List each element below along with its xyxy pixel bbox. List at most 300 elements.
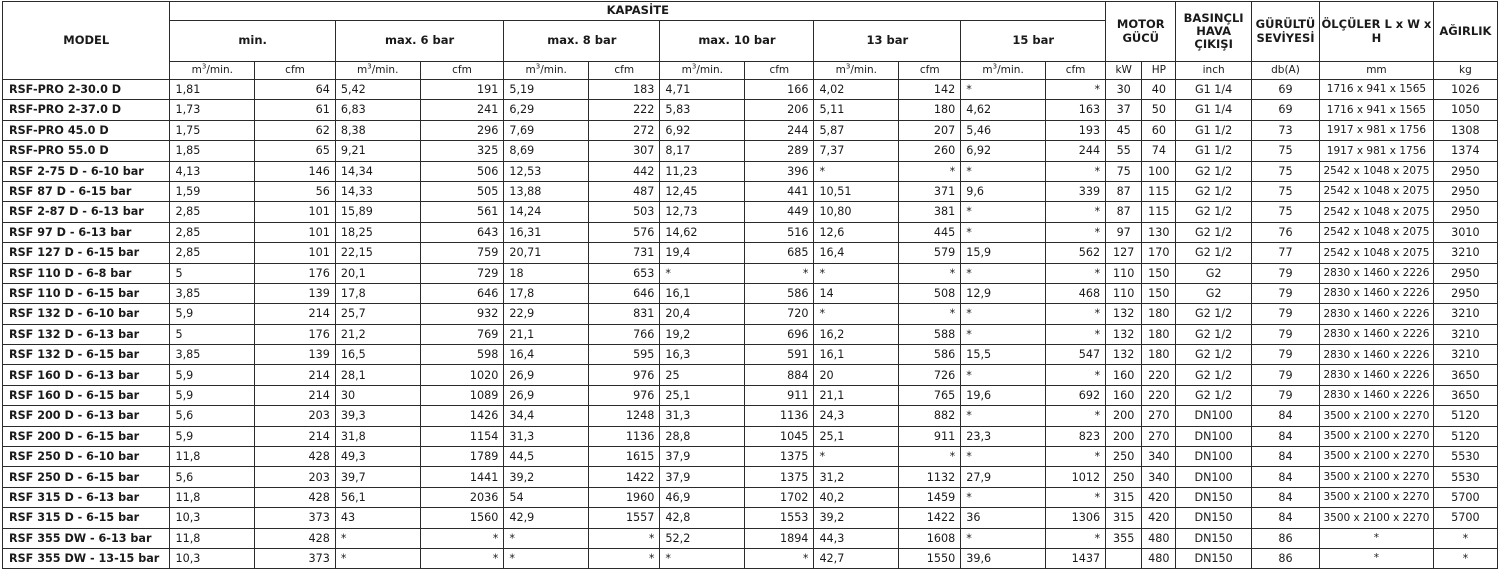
- cell-weight: 5530: [1433, 447, 1497, 467]
- cell-noise-level: 84: [1251, 426, 1319, 446]
- cell-min-m3: 5,9: [170, 385, 255, 405]
- cell-15bar-cfm: *: [1045, 324, 1105, 344]
- header-model: MODEL: [3, 2, 170, 80]
- cell-10bar-m3: 12,45: [660, 181, 745, 201]
- cell-13bar-m3: 42,7: [814, 548, 899, 568]
- cell-10bar-m3: 8,17: [660, 141, 745, 161]
- cell-15bar-cfm: 692: [1045, 385, 1105, 405]
- cell-air-outlet: DN100: [1176, 467, 1251, 487]
- cell-motor-hp: 420: [1142, 487, 1176, 507]
- cell-noise-level: 73: [1251, 120, 1319, 140]
- cell-dimensions: 2830 x 1460 x 2226: [1320, 345, 1434, 365]
- cell-13bar-m3: *: [814, 263, 899, 283]
- cell-6bar-cfm: 1441: [420, 467, 504, 487]
- cell-8bar-cfm: 1557: [589, 508, 660, 528]
- cell-min-m3: 5,9: [170, 426, 255, 446]
- cell-10bar-m3: 11,23: [660, 161, 745, 181]
- cell-model: RSF 110 D - 6-8 bar: [3, 263, 170, 283]
- cell-motor-hp: 74: [1142, 141, 1176, 161]
- cell-8bar-cfm: 1960: [589, 487, 660, 507]
- cell-motor-kw: 110: [1106, 263, 1142, 283]
- cell-weight: 1050: [1433, 100, 1497, 120]
- unit-hp: HP: [1142, 62, 1176, 80]
- cell-6bar-cfm: 2036: [420, 487, 504, 507]
- cell-6bar-m3: *: [335, 548, 420, 568]
- cell-13bar-cfm: 1459: [899, 487, 961, 507]
- cell-air-outlet: G2 1/2: [1176, 222, 1251, 242]
- cell-13bar-cfm: 765: [899, 385, 961, 405]
- cell-noise-level: 84: [1251, 487, 1319, 507]
- cell-6bar-cfm: 241: [420, 100, 504, 120]
- cell-noise-level: 75: [1251, 202, 1319, 222]
- header-gurultu: GÜRÜLTÜ SEVİYESİ: [1251, 2, 1319, 62]
- cell-air-outlet: G1 1/4: [1176, 80, 1251, 100]
- cell-6bar-cfm: 296: [420, 120, 504, 140]
- cell-8bar-cfm: 646: [589, 283, 660, 303]
- cell-15bar-cfm: 339: [1045, 181, 1105, 201]
- cell-15bar-cfm: 1306: [1045, 508, 1105, 528]
- cell-min-cfm: 101: [255, 202, 336, 222]
- cell-13bar-cfm: 371: [899, 181, 961, 201]
- cell-noise-level: 84: [1251, 508, 1319, 528]
- cell-13bar-m3: 12,6: [814, 222, 899, 242]
- cell-motor-kw: 250: [1106, 447, 1142, 467]
- cell-13bar-cfm: *: [899, 447, 961, 467]
- cell-15bar-m3: 5,46: [961, 120, 1046, 140]
- cell-motor-kw: 250: [1106, 467, 1142, 487]
- cell-min-m3: 11,8: [170, 528, 255, 548]
- cell-15bar-cfm: 1012: [1045, 467, 1105, 487]
- cell-6bar-cfm: 643: [420, 222, 504, 242]
- cell-13bar-cfm: 726: [899, 365, 961, 385]
- cell-air-outlet: G2 1/2: [1176, 202, 1251, 222]
- cell-min-cfm: 428: [255, 447, 336, 467]
- cell-weight: 3210: [1433, 243, 1497, 263]
- cell-model: RSF 250 D - 6-10 bar: [3, 447, 170, 467]
- cell-air-outlet: G2 1/2: [1176, 345, 1251, 365]
- cell-motor-hp: 220: [1142, 385, 1176, 405]
- cell-air-outlet: G2: [1176, 263, 1251, 283]
- cell-6bar-m3: 25,7: [335, 304, 420, 324]
- cell-min-cfm: 101: [255, 222, 336, 242]
- cell-13bar-cfm: 1132: [899, 467, 961, 487]
- cell-weight: 3650: [1433, 365, 1497, 385]
- cell-13bar-cfm: 142: [899, 80, 961, 100]
- cell-10bar-cfm: *: [745, 548, 814, 568]
- cell-motor-kw: 200: [1106, 426, 1142, 446]
- cell-noise-level: 77: [1251, 243, 1319, 263]
- cell-motor-kw: 160: [1106, 385, 1142, 405]
- cell-motor-kw: 127: [1106, 243, 1142, 263]
- cell-weight: 3210: [1433, 345, 1497, 365]
- cell-10bar-cfm: *: [745, 263, 814, 283]
- cell-8bar-m3: 5,19: [504, 80, 589, 100]
- cell-15bar-m3: *: [961, 263, 1046, 283]
- cell-13bar-cfm: 180: [899, 100, 961, 120]
- cell-13bar-cfm: 911: [899, 426, 961, 446]
- table-row: [3, 385, 1498, 405]
- cell-6bar-cfm: 561: [420, 202, 504, 222]
- cell-air-outlet: G2 1/2: [1176, 385, 1251, 405]
- cell-8bar-cfm: 653: [589, 263, 660, 283]
- cell-min-cfm: 176: [255, 324, 336, 344]
- cell-noise-level: 86: [1251, 548, 1319, 568]
- cell-13bar-m3: 7,37: [814, 141, 899, 161]
- cell-noise-level: 75: [1251, 161, 1319, 181]
- table-row: [3, 202, 1498, 222]
- cell-6bar-cfm: 1154: [420, 426, 504, 446]
- cell-noise-level: 84: [1251, 467, 1319, 487]
- cell-air-outlet: DN100: [1176, 426, 1251, 446]
- cell-15bar-cfm: *: [1045, 202, 1105, 222]
- cell-15bar-cfm: *: [1045, 80, 1105, 100]
- cell-min-cfm: 139: [255, 345, 336, 365]
- cell-13bar-cfm: 207: [899, 120, 961, 140]
- cell-13bar-m3: 24,3: [814, 406, 899, 426]
- cell-motor-hp: 480: [1142, 548, 1176, 568]
- cell-13bar-m3: *: [814, 447, 899, 467]
- cell-motor-hp: 270: [1142, 426, 1176, 446]
- cell-15bar-m3: 15,5: [961, 345, 1046, 365]
- table-row: [3, 345, 1498, 365]
- cell-model: RSF 110 D - 6-15 bar: [3, 283, 170, 303]
- cell-8bar-m3: *: [504, 528, 589, 548]
- cell-15bar-cfm: *: [1045, 222, 1105, 242]
- cell-13bar-cfm: 260: [899, 141, 961, 161]
- cell-15bar-cfm: *: [1045, 161, 1105, 181]
- cell-min-m3: 2,85: [170, 222, 255, 242]
- cell-10bar-cfm: 911: [745, 385, 814, 405]
- cell-6bar-m3: 21,2: [335, 324, 420, 344]
- cell-air-outlet: DN100: [1176, 447, 1251, 467]
- cell-10bar-m3: 28,8: [660, 426, 745, 446]
- cell-air-outlet: G2 1/2: [1176, 181, 1251, 201]
- cell-weight: 2950: [1433, 181, 1497, 201]
- cell-6bar-cfm: 759: [420, 243, 504, 263]
- cell-motor-hp: 220: [1142, 365, 1176, 385]
- cell-8bar-cfm: 976: [589, 365, 660, 385]
- cell-noise-level: 79: [1251, 345, 1319, 365]
- cell-weight: 1026: [1433, 80, 1497, 100]
- header-motor: MOTOR GÜCÜ: [1106, 2, 1176, 62]
- cell-10bar-m3: 16,3: [660, 345, 745, 365]
- cell-model: RSF-PRO 45.0 D: [3, 120, 170, 140]
- unit-m3: $m^3/\min$.: [504, 62, 589, 80]
- cell-min-cfm: 62: [255, 120, 336, 140]
- cell-13bar-m3: 4,02: [814, 80, 899, 100]
- group-header: min.: [170, 21, 335, 62]
- cell-motor-kw: 55: [1106, 141, 1142, 161]
- cell-weight: 1308: [1433, 120, 1497, 140]
- cell-15bar-m3: *: [961, 447, 1046, 467]
- cell-13bar-cfm: 445: [899, 222, 961, 242]
- group-header: max. 8 bar: [504, 21, 660, 62]
- cell-10bar-m3: 16,1: [660, 283, 745, 303]
- cell-15bar-m3: 4,62: [961, 100, 1046, 120]
- cell-8bar-m3: 8,69: [504, 141, 589, 161]
- cell-air-outlet: G2 1/2: [1176, 161, 1251, 181]
- cell-air-outlet: DN150: [1176, 528, 1251, 548]
- cell-8bar-cfm: 487: [589, 181, 660, 201]
- cell-15bar-m3: 36: [961, 508, 1046, 528]
- cell-noise-level: 75: [1251, 141, 1319, 161]
- cell-13bar-m3: 10,51: [814, 181, 899, 201]
- unit-m3: $m^3/\min$.: [814, 62, 899, 80]
- cell-noise-level: 86: [1251, 528, 1319, 548]
- cell-15bar-cfm: *: [1045, 447, 1105, 467]
- cell-min-cfm: 203: [255, 406, 336, 426]
- cell-15bar-m3: *: [961, 202, 1046, 222]
- group-header: 13 bar: [814, 21, 961, 62]
- cell-15bar-cfm: 163: [1045, 100, 1105, 120]
- cell-motor-hp: 180: [1142, 304, 1176, 324]
- cell-dimensions: 2830 x 1460 x 2226: [1320, 385, 1434, 405]
- cell-13bar-cfm: *: [899, 304, 961, 324]
- cell-10bar-m3: 6,92: [660, 120, 745, 140]
- cell-noise-level: 69: [1251, 100, 1319, 120]
- cell-min-cfm: 65: [255, 141, 336, 161]
- unit-kg: kg: [1433, 62, 1497, 80]
- cell-15bar-m3: 12,9: [961, 283, 1046, 303]
- cell-15bar-m3: 15,9: [961, 243, 1046, 263]
- cell-10bar-m3: 42,8: [660, 508, 745, 528]
- cell-min-m3: 11,8: [170, 487, 255, 507]
- cell-8bar-m3: 20,71: [504, 243, 589, 263]
- cell-8bar-cfm: 307: [589, 141, 660, 161]
- cell-min-m3: 1,85: [170, 141, 255, 161]
- cell-10bar-cfm: 586: [745, 283, 814, 303]
- group-header: max. 10 bar: [660, 21, 814, 62]
- cell-6bar-m3: 28,1: [335, 365, 420, 385]
- cell-min-cfm: 56: [255, 181, 336, 201]
- cell-6bar-cfm: 505: [420, 181, 504, 201]
- cell-weight: 2950: [1433, 283, 1497, 303]
- cell-min-cfm: 61: [255, 100, 336, 120]
- cell-13bar-cfm: 1608: [899, 528, 961, 548]
- cell-15bar-cfm: 547: [1045, 345, 1105, 365]
- cell-model: RSF 87 D - 6-15 bar: [3, 181, 170, 201]
- table-row: [3, 508, 1498, 528]
- cell-model: RSF-PRO 2-37.0 D: [3, 100, 170, 120]
- cell-8bar-m3: 14,24: [504, 202, 589, 222]
- cell-8bar-m3: 26,9: [504, 385, 589, 405]
- cell-15bar-m3: *: [961, 222, 1046, 242]
- cell-dimensions: 3500 x 2100 x 2270: [1320, 487, 1434, 507]
- cell-15bar-m3: 39,6: [961, 548, 1046, 568]
- cell-motor-kw: 30: [1106, 80, 1142, 100]
- cell-10bar-m3: 25: [660, 365, 745, 385]
- cell-8bar-m3: 21,1: [504, 324, 589, 344]
- cell-dimensions: 1917 x 981 x 1756: [1320, 120, 1434, 140]
- cell-13bar-m3: 40,2: [814, 487, 899, 507]
- table-row: [3, 283, 1498, 303]
- cell-noise-level: 79: [1251, 283, 1319, 303]
- cell-motor-hp: 130: [1142, 222, 1176, 242]
- cell-8bar-cfm: 731: [589, 243, 660, 263]
- cell-10bar-m3: *: [660, 548, 745, 568]
- cell-weight: 3010: [1433, 222, 1497, 242]
- cell-6bar-m3: 43: [335, 508, 420, 528]
- cell-dimensions: 1716 x 941 x 1565: [1320, 80, 1434, 100]
- cell-6bar-m3: 39,3: [335, 406, 420, 426]
- cell-model: RSF 315 D - 6-15 bar: [3, 508, 170, 528]
- unit-m3: $m^3/\min$.: [335, 62, 420, 80]
- cell-weight: 5120: [1433, 426, 1497, 446]
- cell-weight: 5530: [1433, 467, 1497, 487]
- table-row: [3, 181, 1498, 201]
- table-row: [3, 548, 1498, 568]
- cell-13bar-m3: 44,3: [814, 528, 899, 548]
- cell-weight: *: [1433, 548, 1497, 568]
- cell-motor-hp: 40: [1142, 80, 1176, 100]
- cell-13bar-m3: *: [814, 161, 899, 181]
- cell-air-outlet: G1 1/2: [1176, 141, 1251, 161]
- cell-10bar-cfm: 396: [745, 161, 814, 181]
- table-row: [3, 447, 1498, 467]
- cell-10bar-cfm: 244: [745, 120, 814, 140]
- cell-6bar-m3: 39,7: [335, 467, 420, 487]
- cell-13bar-m3: 16,2: [814, 324, 899, 344]
- cell-motor-hp: 480: [1142, 528, 1176, 548]
- unit-mm: mm: [1320, 62, 1434, 80]
- cell-dimensions: 3500 x 2100 x 2270: [1320, 467, 1434, 487]
- cell-15bar-m3: *: [961, 406, 1046, 426]
- cell-motor-hp: 115: [1142, 202, 1176, 222]
- unit-cfm: cfm: [1045, 62, 1105, 80]
- cell-10bar-cfm: 206: [745, 100, 814, 120]
- cell-model: RSF 355 DW - 13-15 bar: [3, 548, 170, 568]
- cell-motor-hp: 340: [1142, 467, 1176, 487]
- cell-min-m3: 11,8: [170, 447, 255, 467]
- cell-6bar-m3: *: [335, 528, 420, 548]
- cell-6bar-cfm: 769: [420, 324, 504, 344]
- cell-8bar-m3: 12,53: [504, 161, 589, 181]
- cell-15bar-m3: *: [961, 487, 1046, 507]
- cell-15bar-cfm: *: [1045, 304, 1105, 324]
- cell-8bar-cfm: *: [589, 548, 660, 568]
- cell-8bar-m3: 22,9: [504, 304, 589, 324]
- cell-8bar-cfm: 766: [589, 324, 660, 344]
- cell-min-m3: 1,81: [170, 80, 255, 100]
- cell-motor-hp: 100: [1142, 161, 1176, 181]
- cell-15bar-m3: 27,9: [961, 467, 1046, 487]
- cell-weight: 3650: [1433, 385, 1497, 405]
- cell-6bar-cfm: *: [420, 548, 504, 568]
- cell-min-m3: 10,3: [170, 508, 255, 528]
- cell-min-m3: 1,75: [170, 120, 255, 140]
- unit-m3: $m^3/\min$.: [170, 62, 255, 80]
- cell-8bar-m3: 16,31: [504, 222, 589, 242]
- table-row: [3, 304, 1498, 324]
- cell-min-m3: 5: [170, 324, 255, 344]
- cell-8bar-cfm: 595: [589, 345, 660, 365]
- cell-13bar-cfm: 508: [899, 283, 961, 303]
- cell-weight: 5120: [1433, 406, 1497, 426]
- cell-motor-kw: 160: [1106, 365, 1142, 385]
- cell-motor-kw: 37: [1106, 100, 1142, 120]
- cell-13bar-cfm: 381: [899, 202, 961, 222]
- cell-dimensions: 2542 x 1048 x 2075: [1320, 202, 1434, 222]
- cell-10bar-cfm: 591: [745, 345, 814, 365]
- cell-13bar-m3: 14: [814, 283, 899, 303]
- cell-6bar-m3: 8,38: [335, 120, 420, 140]
- cell-10bar-cfm: 720: [745, 304, 814, 324]
- cell-10bar-cfm: 1136: [745, 406, 814, 426]
- table-row: [3, 426, 1498, 446]
- cell-10bar-cfm: 289: [745, 141, 814, 161]
- cell-dimensions: 2830 x 1460 x 2226: [1320, 263, 1434, 283]
- cell-6bar-cfm: 1426: [420, 406, 504, 426]
- cell-6bar-cfm: 191: [420, 80, 504, 100]
- cell-10bar-cfm: 441: [745, 181, 814, 201]
- cell-noise-level: 79: [1251, 304, 1319, 324]
- unit-inch: inch: [1176, 62, 1251, 80]
- cell-8bar-m3: 18: [504, 263, 589, 283]
- cell-8bar-cfm: 576: [589, 222, 660, 242]
- cell-min-m3: 5,6: [170, 406, 255, 426]
- cell-6bar-cfm: 932: [420, 304, 504, 324]
- cell-15bar-cfm: 823: [1045, 426, 1105, 446]
- cell-6bar-cfm: 729: [420, 263, 504, 283]
- cell-motor-hp: 340: [1142, 447, 1176, 467]
- cell-13bar-cfm: 579: [899, 243, 961, 263]
- cell-13bar-m3: 16,4: [814, 243, 899, 263]
- cell-air-outlet: G1 1/4: [1176, 100, 1251, 120]
- cell-15bar-m3: 9,6: [961, 181, 1046, 201]
- cell-min-cfm: 146: [255, 161, 336, 181]
- cell-min-m3: 5,6: [170, 467, 255, 487]
- cell-min-cfm: 428: [255, 528, 336, 548]
- cell-model: RSF 132 D - 6-13 bar: [3, 324, 170, 344]
- cell-8bar-m3: 34,4: [504, 406, 589, 426]
- cell-min-cfm: 428: [255, 487, 336, 507]
- cell-8bar-m3: 16,4: [504, 345, 589, 365]
- cell-6bar-cfm: 646: [420, 283, 504, 303]
- cell-10bar-m3: 37,9: [660, 467, 745, 487]
- cell-15bar-m3: 19,6: [961, 385, 1046, 405]
- cell-10bar-m3: 5,83: [660, 100, 745, 120]
- cell-10bar-cfm: 1375: [745, 467, 814, 487]
- cell-10bar-cfm: 685: [745, 243, 814, 263]
- cell-dimensions: *: [1320, 528, 1434, 548]
- cell-motor-hp: 150: [1142, 263, 1176, 283]
- cell-15bar-cfm: *: [1045, 365, 1105, 385]
- cell-dimensions: 3500 x 2100 x 2270: [1320, 426, 1434, 446]
- cell-6bar-m3: 9,21: [335, 141, 420, 161]
- cell-6bar-cfm: 598: [420, 345, 504, 365]
- cell-8bar-m3: 6,29: [504, 100, 589, 120]
- cell-8bar-m3: 54: [504, 487, 589, 507]
- cell-motor-kw: 355: [1106, 528, 1142, 548]
- cell-8bar-m3: 31,3: [504, 426, 589, 446]
- cell-15bar-cfm: *: [1045, 406, 1105, 426]
- cell-10bar-cfm: 166: [745, 80, 814, 100]
- table-row: [3, 487, 1498, 507]
- cell-min-cfm: 101: [255, 243, 336, 263]
- cell-13bar-m3: 25,1: [814, 426, 899, 446]
- header-basinc: BASINÇLI HAVA ÇIKIŞI: [1176, 2, 1251, 62]
- table-row: [3, 120, 1498, 140]
- cell-10bar-cfm: 1045: [745, 426, 814, 446]
- cell-13bar-cfm: 586: [899, 345, 961, 365]
- cell-8bar-cfm: 222: [589, 100, 660, 120]
- cell-model: RSF 200 D - 6-13 bar: [3, 406, 170, 426]
- cell-13bar-cfm: 1422: [899, 508, 961, 528]
- cell-motor-kw: 75: [1106, 161, 1142, 181]
- cell-10bar-cfm: 516: [745, 222, 814, 242]
- cell-10bar-m3: 12,73: [660, 202, 745, 222]
- unit-cfm: cfm: [589, 62, 660, 80]
